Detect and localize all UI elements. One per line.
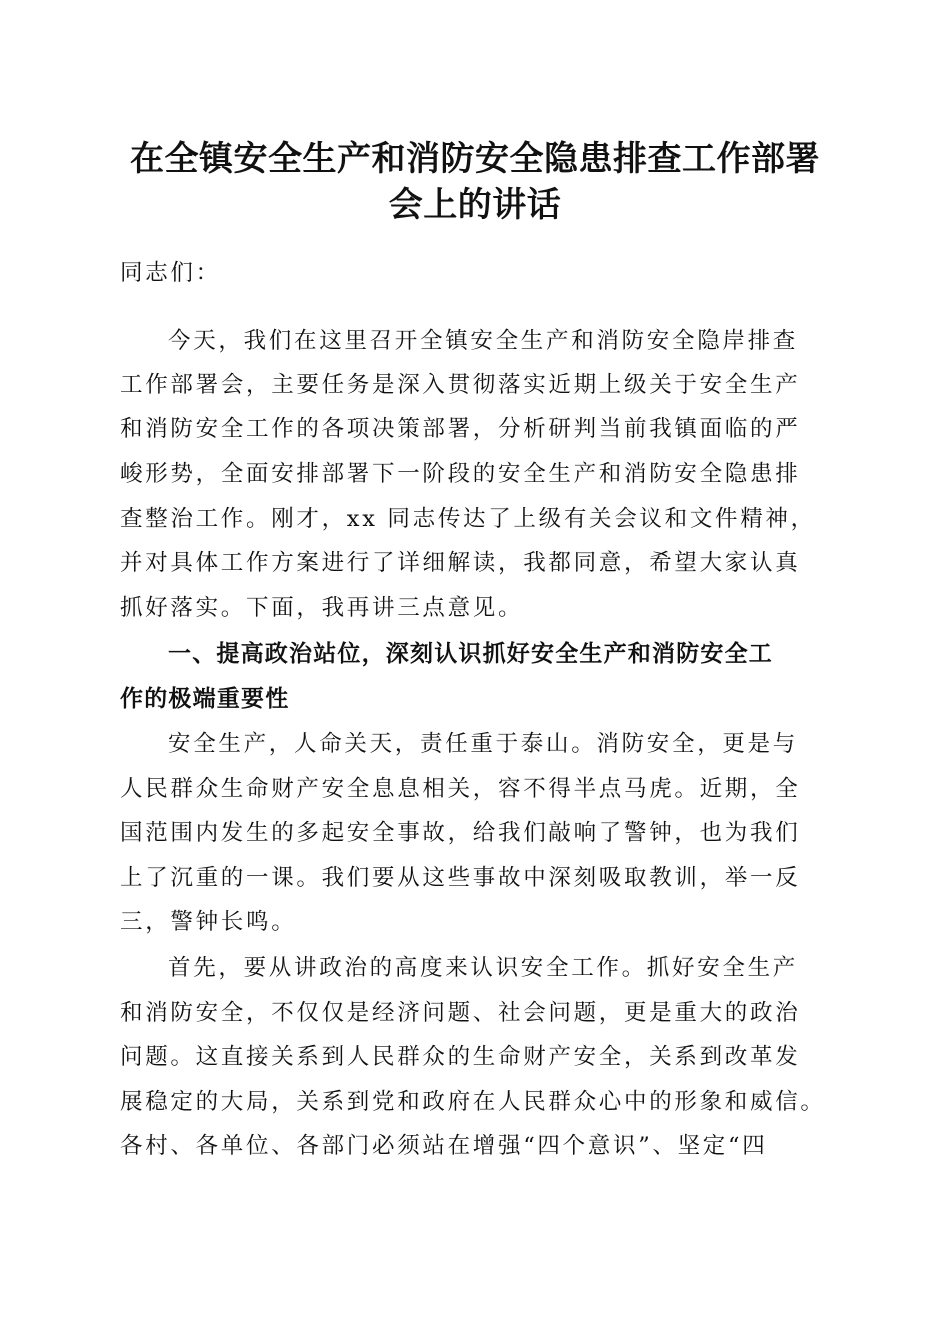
paragraph-line: 并对具体工作方案进行了详细解读，我都同意，希望大家认真 [120, 550, 801, 576]
paragraph-line: 安全生产，人命关天，责任重于泰山。消防安全，更是与 [168, 731, 799, 757]
paragraph-line: 国范围内发生的多起安全事故，给我们敲响了警钟，也为我们 [120, 820, 801, 846]
paragraph-line: 展稳定的大局，关系到党和政府在人民群众心中的形象和威信。 [120, 1089, 826, 1115]
paragraph-line: 工作部署会，主要任务是深入贯彻落实近期上级关于安全生产 [120, 372, 801, 398]
paragraph-line: 今天，我们在这里召开全镇安全生产和消防安全隐岸排查 [168, 328, 799, 354]
paragraph-line: 峻形势，全面安排部署下一阶段的安全生产和消防安全隐患排 [120, 461, 801, 487]
paragraph-line: 首先，要从讲政治的高度来认识安全工作。抓好安全生产 [168, 955, 799, 981]
paragraph-line: 和消防安全，不仅仅是经济问题、社会问题，更是重大的政治 [120, 1000, 801, 1026]
paragraph-line: 各村、各单位、各部门必须站在增强“四个意识”、坚定“四 [120, 1133, 768, 1159]
salutation: 同志们： [120, 260, 221, 286]
paragraph-line: 和消防安全工作的各项决策部署，分析研判当前我镇面临的严 [120, 416, 801, 442]
paragraph-line: 抓好落实。下面，我再讲三点意见。 [120, 595, 524, 621]
title-line: 在全镇安全生产和消防安全隐患排查工作部署 [130, 139, 820, 179]
section-heading: 作的极端重要性 [120, 686, 290, 712]
title-line: 会上的讲话 [388, 185, 562, 225]
paragraph-line: 人民群众生命财产安全息息相关，容不得半点马虎。近期，全 [120, 776, 801, 802]
paragraph-line: 上了沉重的一课。我们要从这些事故中深刻吸取教训，举一反 [120, 865, 801, 891]
paragraph-line: 查整治工作。刚才，xx 同志传达了上级有关会议和文件精神， [120, 506, 816, 532]
document-title [100, 136, 850, 228]
paragraph-line: 问题。这直接关系到人民群众的生命财产安全，关系到改革发 [120, 1044, 801, 1070]
section-heading: 一、提高政治站位，深刻认识抓好安全生产和消防安全工 [168, 641, 773, 667]
paragraph-line: 三，警钟长鸣。 [120, 909, 297, 935]
